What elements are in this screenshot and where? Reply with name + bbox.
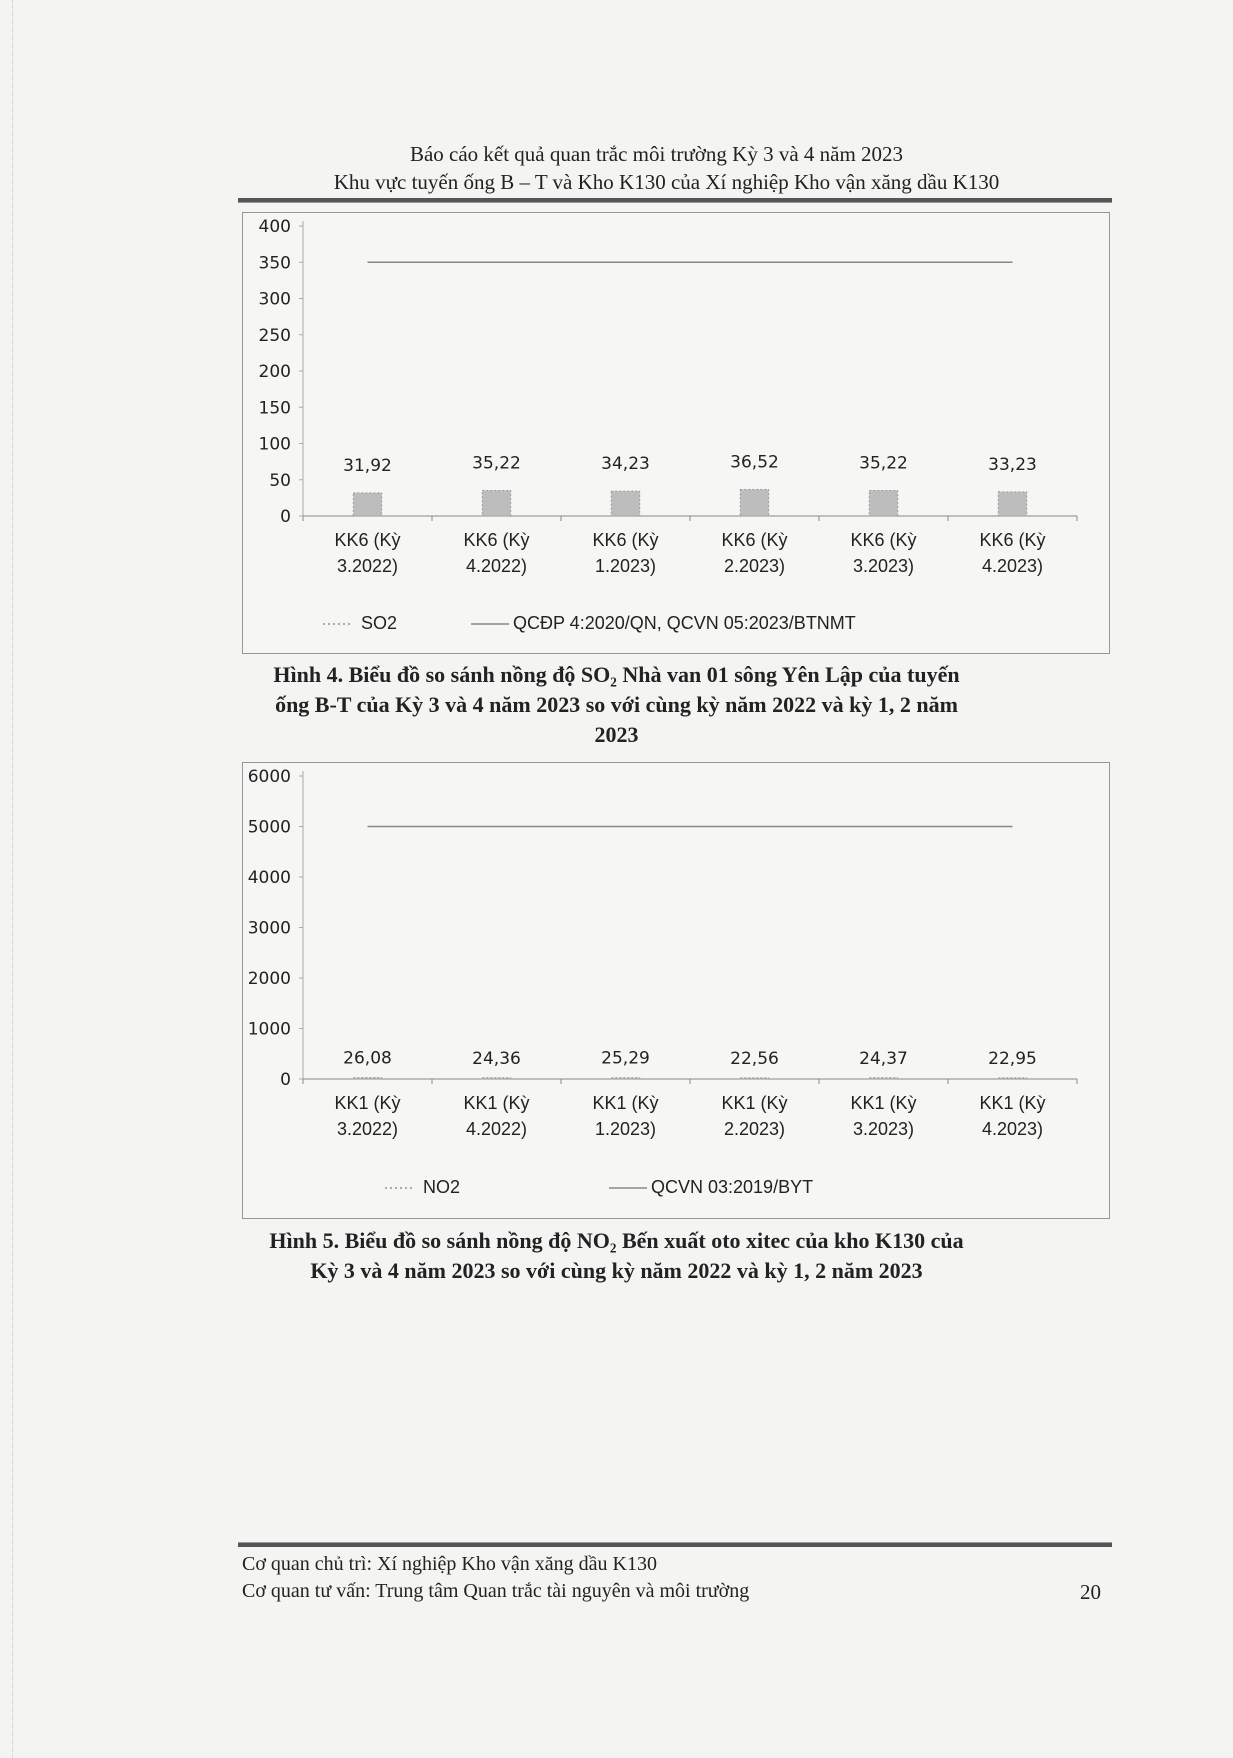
header-rule: [238, 198, 1112, 203]
x-category-label-line2: 3.2023): [852, 1119, 915, 1139]
bar: [482, 490, 510, 516]
y-tick-label: 0: [280, 1070, 291, 1090]
bar: [869, 490, 897, 516]
figure-5-caption-line2: Kỳ 3 và 4 năm 2023 so với cùng kỳ năm 2022 và kỳ 1, 2 năm 2023: [310, 1258, 923, 1283]
data-label: 24,36: [472, 1048, 521, 1069]
x-category-label-line2: 4.2023): [981, 1119, 1044, 1139]
y-tick-label: 6000: [247, 767, 291, 787]
figure-4-caption-line3: 2023: [594, 722, 639, 747]
x-category-label-line1: KK1 (Kỳ: [463, 1093, 530, 1113]
x-category-label-line1: KK6 (Kỳ: [850, 530, 917, 550]
y-tick-label: 0: [280, 507, 291, 527]
bar: [869, 1078, 897, 1079]
data-label: 25,29: [601, 1048, 650, 1069]
data-label: 22,95: [988, 1048, 1037, 1069]
legend-label-bar: SO2: [361, 613, 398, 633]
y-tick-label: 3000: [247, 918, 291, 939]
y-tick-label: 300: [258, 289, 291, 310]
bar: [353, 1078, 381, 1079]
x-category-label-line1: KK1 (Kỳ: [979, 1093, 1046, 1113]
y-tick-label: 100: [258, 434, 291, 455]
figure-5-caption-line1: Hình 5. Biểu đồ so sánh nồng độ NO₂ Bến xuất oto xitec của kho K130 của: [269, 1228, 964, 1253]
x-category-label-line1: KK6 (Kỳ: [334, 530, 401, 550]
data-label: 35,22: [859, 453, 908, 474]
y-tick-label: 50: [269, 470, 291, 491]
bar: [998, 492, 1026, 516]
footer-host-agency: Cơ quan chủ trì: Xí nghiệp Kho vận xăng dầu K130: [242, 1553, 657, 1575]
x-category-label-line2: 1.2023): [594, 556, 657, 576]
legend-label-line: QCVN 03:2019/BYT: [651, 1177, 814, 1197]
data-label: 34,23: [601, 454, 650, 475]
x-category-label-line2: 2.2023): [723, 556, 786, 576]
bar: [998, 1078, 1026, 1079]
report-subtitle: Khu vực tuyến ống B – T và Kho K130 của Xí nghiệp Kho vận xăng dầu K130: [333, 170, 1000, 194]
x-category-label-line2: 1.2023): [594, 1119, 657, 1139]
data-label: 31,92: [343, 455, 392, 476]
y-tick-label: 5000: [247, 817, 291, 838]
bar: [740, 1078, 768, 1079]
so2-chart-svg: [243, 213, 1109, 653]
y-tick-label: 150: [258, 398, 291, 419]
so2-chart: [242, 212, 1110, 654]
y-tick-label: 4000: [247, 868, 291, 888]
footer-rule: [238, 1542, 1112, 1547]
bar: [740, 490, 768, 516]
legend-label-bar: NO2: [423, 1177, 461, 1197]
legend-label-line: QCĐP 4:2020/QN, QCVN 05:2023/BTNMT: [513, 613, 856, 633]
x-category-label-line2: 4.2022): [465, 556, 528, 576]
x-category-label-line1: KK6 (Kỳ: [463, 530, 530, 550]
x-category-label-line1: KK6 (Kỳ: [721, 530, 788, 550]
no2-chart-svg: [243, 763, 1109, 1218]
y-tick-label: 1000: [247, 1019, 291, 1040]
data-label: 24,37: [859, 1048, 908, 1069]
x-category-label-line1: KK6 (Kỳ: [979, 530, 1046, 550]
footer-consultant: Cơ quan tư vấn: Trung tâm Quan trắc tài nguyên và môi trường: [242, 1580, 750, 1602]
data-label: 33,23: [988, 454, 1037, 475]
bar: [611, 1078, 639, 1079]
page-number: 20: [1080, 1580, 1101, 1604]
y-tick-label: 200: [258, 362, 291, 382]
x-category-label-line1: KK1 (Kỳ: [334, 1093, 401, 1113]
x-category-label-line1: KK1 (Kỳ: [721, 1093, 788, 1113]
x-category-label-line2: 3.2023): [852, 556, 915, 576]
x-category-label-line1: KK1 (Kỳ: [850, 1093, 917, 1113]
data-label: 22,56: [730, 1048, 779, 1069]
x-category-label-line1: KK6 (Kỳ: [592, 530, 659, 550]
data-label: 35,22: [472, 453, 521, 474]
page-edge: [12, 0, 14, 1758]
y-tick-label: 250: [258, 325, 291, 346]
y-tick-label: 400: [258, 217, 291, 237]
y-tick-label: 2000: [247, 969, 291, 989]
x-category-label-line2: 4.2023): [981, 556, 1044, 576]
report-title: Báo cáo kết quả quan trắc môi trường Kỳ 3 và 4 năm 2023: [409, 142, 904, 166]
figure-4-caption-line2: ống B-T của Kỳ 3 và 4 năm 2023 so với cùng kỳ năm 2022 và kỳ 1, 2 năm: [275, 692, 958, 717]
x-category-label-line1: KK1 (Kỳ: [592, 1093, 659, 1113]
y-tick-label: 350: [258, 253, 291, 274]
bar: [482, 1078, 510, 1079]
bar: [353, 493, 381, 516]
data-label: 36,52: [730, 452, 779, 473]
bar: [611, 491, 639, 516]
figure-4-caption-line1: Hình 4. Biểu đồ so sánh nồng độ SO₂ Nhà van 01 sông Yên Lập của tuyến: [273, 662, 960, 687]
x-category-label-line2: 3.2022): [336, 1119, 399, 1139]
x-category-label-line2: 4.2022): [465, 1119, 528, 1139]
no2-chart: [242, 762, 1110, 1219]
x-category-label-line2: 2.2023): [723, 1119, 786, 1139]
data-label: 26,08: [343, 1048, 392, 1069]
x-category-label-line2: 3.2022): [336, 556, 399, 576]
